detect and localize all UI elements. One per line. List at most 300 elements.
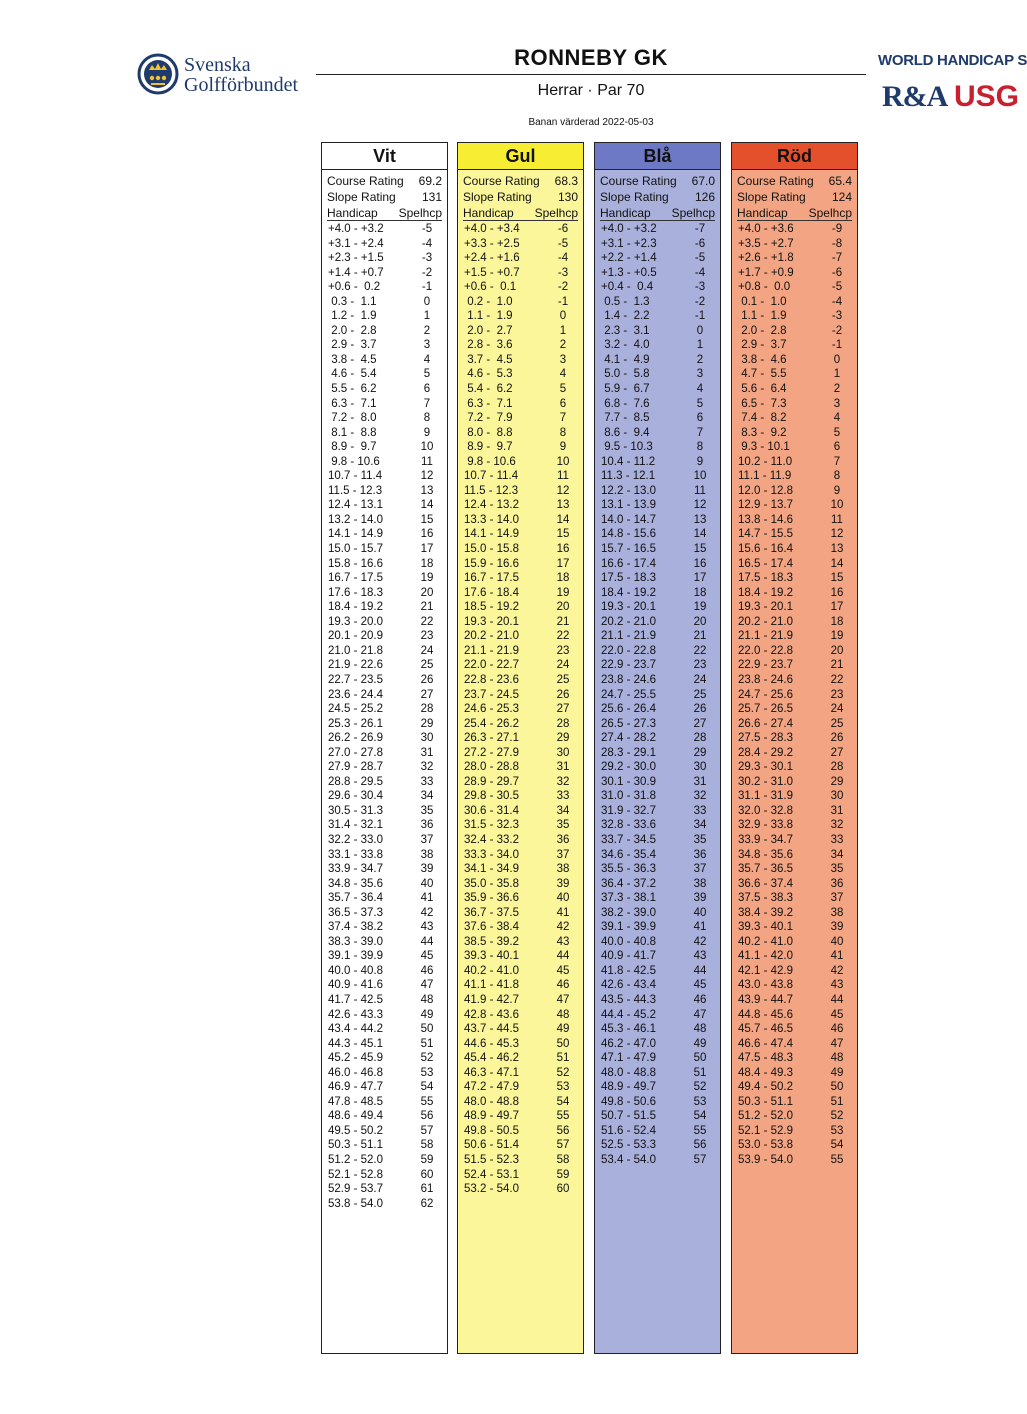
svenska-golfforbundet-logo [138, 53, 308, 103]
playing-handicap: 6 [423, 383, 431, 396]
handicap-range: 19.3 - 20.1 [464, 615, 519, 628]
table-row [458, 862, 583, 877]
handicap-range: +3.1 - +2.3 [601, 237, 657, 250]
table-row [595, 833, 720, 848]
playing-handicap: 46 [693, 993, 707, 1006]
handicap-range: 12.2 - 13.0 [601, 484, 656, 497]
table-row [322, 731, 447, 746]
playing-handicap: 23 [556, 644, 570, 657]
playing-handicap: 49 [693, 1037, 707, 1050]
handicap-range: 7.7 - 8.5 [601, 412, 650, 425]
handicap-range: 6.3 - 7.1 [328, 397, 377, 410]
handicap-range: 34.6 - 35.4 [601, 848, 656, 861]
playing-handicap: 29 [420, 717, 434, 730]
handicap-range: 40.0 - 40.8 [328, 964, 383, 977]
playing-handicap: 36 [420, 819, 434, 832]
playing-handicap: 18 [693, 586, 707, 599]
table-row [595, 935, 720, 950]
playing-handicap: 34 [556, 804, 570, 817]
table-row [322, 993, 447, 1008]
handicap-range: 21.1 - 21.9 [601, 630, 656, 643]
slope-rating-label: Slope Rating [600, 190, 669, 204]
table-row [595, 557, 720, 572]
handicap-range: 38.3 - 39.0 [328, 935, 383, 948]
playing-handicap: 14 [556, 513, 570, 526]
table-row [595, 1138, 720, 1153]
playing-handicap: 16 [830, 586, 844, 599]
playing-handicap: 18 [420, 557, 434, 570]
playing-handicap: 18 [556, 572, 570, 585]
table-row [322, 935, 447, 950]
playing-handicap: 43 [556, 935, 570, 948]
table-row [458, 978, 583, 993]
handicap-range: 37.6 - 38.4 [464, 921, 519, 934]
playing-handicap: 40 [556, 892, 570, 905]
handicap-range: 37.4 - 38.2 [328, 921, 383, 934]
table-row [595, 309, 720, 324]
handicap-range: 2.3 - 3.1 [601, 324, 650, 337]
course-rating-label: Course Rating [600, 174, 677, 188]
playing-handicap: 56 [420, 1110, 434, 1123]
handicap-range: 15.0 - 15.7 [328, 543, 383, 556]
sgf-line2: Golfförbundet [184, 74, 299, 96]
handicap-header: Handicap [463, 206, 514, 220]
table-row [732, 949, 857, 964]
handicap-range: 20.2 - 21.0 [601, 615, 656, 628]
handicap-range: 23.8 - 24.6 [601, 673, 656, 686]
handicap-range: 14.1 - 14.9 [464, 528, 519, 541]
handicap-range: 24.5 - 25.2 [328, 703, 383, 716]
playing-handicap: 27 [830, 746, 844, 759]
handicap-range: 43.7 - 44.5 [464, 1023, 519, 1036]
playing-handicap: 24 [556, 659, 570, 672]
table-row [732, 1124, 857, 1139]
playing-handicap: 47 [556, 993, 570, 1006]
handicap-range: 8.3 - 9.2 [738, 426, 787, 439]
table-row [595, 280, 720, 295]
table-row [732, 760, 857, 775]
playing-handicap: 1 [696, 339, 704, 352]
table-row [732, 338, 857, 353]
playing-handicap: 39 [556, 877, 570, 890]
table-row [732, 382, 857, 397]
table-row [732, 964, 857, 979]
ra-logo: R&A [882, 80, 948, 113]
table-row [595, 1022, 720, 1037]
table-row [732, 484, 857, 499]
table-row [458, 1008, 583, 1023]
table-row [732, 862, 857, 877]
table-row [322, 978, 447, 993]
handicap-range: 17.6 - 18.4 [464, 586, 519, 599]
handicap-range: 5.9 - 6.7 [601, 383, 650, 396]
table-row [322, 804, 447, 819]
table-row [458, 906, 583, 921]
playing-handicap: 6 [696, 412, 704, 425]
table-row [458, 455, 583, 470]
handicap-range: 34.8 - 35.6 [328, 877, 383, 890]
handicap-range: 22.0 - 22.7 [464, 659, 519, 672]
table-row [732, 1037, 857, 1052]
rated-date: Banan värderad 2022-05-03 [528, 117, 654, 128]
table-row [322, 629, 447, 644]
table-row [732, 440, 857, 455]
handicap-range: 26.6 - 27.4 [738, 717, 793, 730]
playing-handicap: 48 [830, 1052, 844, 1065]
handicap-range: 11.5 - 12.3 [328, 484, 383, 497]
handicap-range: 36.4 - 37.2 [601, 877, 656, 890]
table-row [732, 353, 857, 368]
whs-logo [878, 52, 1027, 122]
handicap-range: 43.0 - 43.8 [738, 979, 793, 992]
handicap-range: 22.7 - 23.5 [328, 673, 383, 686]
handicap-range: 46.3 - 47.1 [464, 1066, 519, 1079]
table-row [322, 1197, 447, 1212]
table-row [458, 848, 583, 863]
table-row [595, 746, 720, 761]
handicap-range: 19.3 - 20.0 [328, 615, 383, 628]
playing-handicap: 40 [693, 906, 707, 919]
handicap-range: 1.2 - 1.9 [328, 310, 377, 323]
table-row [595, 469, 720, 484]
playing-handicap: -3 [831, 310, 843, 323]
playing-handicap: 50 [830, 1081, 844, 1094]
slope-rating-value: 131 [421, 190, 442, 204]
table-row [322, 1066, 447, 1081]
playing-handicap: 60 [420, 1168, 434, 1181]
table-row [458, 1153, 583, 1168]
handicap-range: 14.8 - 15.6 [601, 528, 656, 541]
playing-handicap: 46 [556, 979, 570, 992]
tee-name: Röd [732, 143, 857, 170]
handicap-range: +4.0 - +3.6 [738, 223, 794, 235]
table-row [458, 600, 583, 615]
playing-handicap: 2 [833, 383, 841, 396]
handicap-range: +3.1 - +2.4 [328, 237, 384, 250]
handicap-range: 7.4 - 8.2 [738, 412, 787, 425]
handicap-range: 0.1 - 1.0 [738, 295, 787, 308]
handicap-range: +2.2 - +1.4 [601, 252, 657, 265]
handicap-range: +1.5 - +0.7 [464, 266, 520, 279]
table-row [458, 237, 583, 252]
playing-handicap: 48 [556, 1008, 570, 1021]
handicap-range: 20.2 - 21.0 [738, 615, 793, 628]
handicap-range: 36.6 - 37.4 [738, 877, 793, 890]
table-row [458, 717, 583, 732]
handicap-range: 17.5 - 18.3 [738, 572, 793, 585]
playing-handicap: 8 [559, 426, 567, 439]
playing-handicap: 28 [830, 761, 844, 774]
handicap-range: +1.4 - +0.7 [328, 266, 384, 279]
playing-handicap: 21 [830, 659, 844, 672]
table-row [732, 367, 857, 382]
table-row [595, 731, 720, 746]
table-row [458, 1124, 583, 1139]
table-row [322, 789, 447, 804]
handicap-range: 41.7 - 42.5 [328, 993, 383, 1006]
table-row [732, 280, 857, 295]
handicap-range: 8.9 - 9.7 [328, 441, 377, 454]
handicap-range: 31.4 - 32.1 [328, 819, 383, 832]
handicap-range: 38.4 - 39.2 [738, 906, 793, 919]
playing-handicap: 23 [830, 688, 844, 701]
table-row [322, 891, 447, 906]
handicap-range: 15.9 - 16.6 [464, 557, 519, 570]
playing-handicap: 21 [556, 615, 570, 628]
table-row [732, 309, 857, 324]
table-row [732, 891, 857, 906]
handicap-range: 48.9 - 49.7 [464, 1110, 519, 1123]
table-row [595, 484, 720, 499]
handicap-range: 0.5 - 1.3 [601, 295, 650, 308]
table-row [595, 949, 720, 964]
playing-handicap: 55 [830, 1154, 844, 1166]
playing-handicap: 19 [420, 572, 434, 585]
handicap-range: 51.6 - 52.4 [601, 1124, 656, 1137]
handicap-range: 27.0 - 27.8 [328, 746, 383, 759]
playing-handicap: 26 [556, 688, 570, 701]
playing-handicap: 24 [693, 673, 707, 686]
playing-handicap: 5 [833, 426, 841, 439]
handicap-header: Handicap [600, 206, 651, 220]
playing-handicap: 57 [556, 1139, 570, 1152]
tee-column-gul [457, 142, 584, 1354]
playing-handicap: 59 [556, 1168, 570, 1181]
playing-handicap: -3 [557, 266, 569, 279]
playing-handicap: 39 [693, 892, 707, 905]
playing-handicap: 32 [556, 775, 570, 788]
table-row [458, 1037, 583, 1052]
handicap-range: 51.5 - 52.3 [464, 1154, 519, 1166]
handicap-range: 42.8 - 43.6 [464, 1008, 519, 1021]
handicap-range: 27.9 - 28.7 [328, 761, 383, 774]
table-row [458, 964, 583, 979]
handicap-range: 53.9 - 54.0 [738, 1154, 793, 1166]
playing-handicap: 52 [830, 1110, 844, 1123]
table-row [322, 527, 447, 542]
handicap-range: +0.8 - 0.0 [738, 281, 791, 294]
table-row [595, 266, 720, 281]
table-row [732, 978, 857, 993]
table-row [322, 818, 447, 833]
playing-handicap: 53 [420, 1066, 434, 1079]
table-row [458, 469, 583, 484]
playing-handicap: 37 [420, 833, 434, 846]
handicap-range: 22.8 - 23.6 [464, 673, 519, 686]
table-row [732, 469, 857, 484]
handicap-range: 31.0 - 31.8 [601, 790, 656, 803]
playing-handicap: 20 [556, 601, 570, 614]
handicap-range: 25.3 - 26.1 [328, 717, 383, 730]
playing-handicap: 11 [557, 470, 569, 483]
table-row [732, 688, 857, 703]
table-row [458, 891, 583, 906]
playing-handicap: 38 [693, 877, 707, 890]
playing-handicap: 4 [696, 383, 704, 396]
playing-handicap: 14 [693, 528, 707, 541]
playing-handicap: 52 [556, 1066, 570, 1079]
playing-handicap: 28 [420, 703, 434, 716]
table-row [322, 382, 447, 397]
table-row [595, 848, 720, 863]
playing-handicap: 24 [830, 703, 844, 716]
table-row [732, 731, 857, 746]
handicap-range: 27.4 - 28.2 [601, 732, 656, 745]
playing-handicap: 33 [420, 775, 434, 788]
spelhcp-header: Spelhcp [808, 206, 852, 220]
handicap-range: 41.1 - 41.8 [464, 979, 519, 992]
handicap-range: 48.0 - 48.8 [601, 1066, 656, 1079]
handicap-range: 31.5 - 32.3 [464, 819, 519, 832]
playing-handicap: 43 [693, 950, 707, 963]
playing-handicap: 16 [693, 557, 707, 570]
handicap-range: 24.7 - 25.5 [601, 688, 656, 701]
table-row [458, 746, 583, 761]
handicap-range: +0.6 - 0.2 [328, 281, 381, 294]
handicap-range: 11.1 - 11.9 [738, 470, 792, 483]
table-row [322, 251, 447, 266]
table-row [458, 775, 583, 790]
handicap-range: 48.0 - 48.8 [464, 1095, 519, 1108]
playing-handicap: -4 [421, 237, 433, 250]
playing-handicap: 34 [420, 790, 434, 803]
playing-handicap: 45 [420, 950, 434, 963]
table-row [732, 251, 857, 266]
handicap-range: 22.9 - 23.7 [738, 659, 793, 672]
playing-handicap: 27 [420, 688, 434, 701]
handicap-range: 1.1 - 1.9 [464, 310, 513, 323]
playing-handicap: 22 [420, 615, 434, 628]
playing-handicap: 54 [556, 1095, 570, 1108]
table-row [322, 266, 447, 281]
table-row [322, 455, 447, 470]
table-row [595, 455, 720, 470]
playing-handicap: 54 [693, 1110, 707, 1123]
table-row [458, 295, 583, 310]
playing-handicap: -7 [694, 223, 706, 235]
playing-handicap: 36 [556, 833, 570, 846]
course-rating-value: 68.3 [554, 174, 578, 188]
table-row [595, 804, 720, 819]
playing-handicap: 41 [556, 906, 570, 919]
table-row [458, 338, 583, 353]
table-row [732, 600, 857, 615]
handicap-range: 23.6 - 24.4 [328, 688, 383, 701]
table-row [322, 848, 447, 863]
playing-handicap: 42 [830, 964, 844, 977]
playing-handicap: 4 [423, 353, 431, 366]
handicap-range: 41.9 - 42.7 [464, 993, 519, 1006]
handicap-range: 12.4 - 13.1 [328, 499, 383, 512]
table-row [458, 397, 583, 412]
handicap-range: 12.4 - 13.2 [464, 499, 519, 512]
table-row [595, 1051, 720, 1066]
handicap-range: 39.1 - 39.9 [601, 921, 656, 934]
playing-handicap: 55 [420, 1095, 434, 1108]
handicap-range: 18.4 - 19.2 [328, 601, 383, 614]
handicap-range: +0.6 - 0.1 [464, 281, 517, 294]
handicap-range: 9.8 - 10.6 [464, 455, 516, 468]
playing-handicap: 39 [420, 863, 434, 876]
handicap-range: 41.1 - 42.0 [738, 950, 793, 963]
playing-handicap: -2 [831, 324, 843, 337]
handicap-range: 12.9 - 13.7 [738, 499, 793, 512]
table-row [322, 295, 447, 310]
playing-handicap: 7 [833, 455, 841, 468]
playing-handicap: 30 [830, 790, 844, 803]
slope-rating-label: Slope Rating [737, 190, 806, 204]
playing-handicap: -6 [831, 266, 843, 279]
playing-handicap: 54 [420, 1081, 434, 1094]
table-row [322, 222, 447, 237]
playing-handicap: 32 [420, 761, 434, 774]
handicap-range: 27.2 - 27.9 [464, 746, 519, 759]
table-row [458, 644, 583, 659]
playing-handicap: -1 [421, 281, 433, 294]
playing-handicap: -2 [421, 266, 433, 279]
table-row [595, 644, 720, 659]
table-row [595, 353, 720, 368]
playing-handicap: -5 [421, 223, 433, 235]
playing-handicap: 39 [830, 921, 844, 934]
course-rating-value: 65.4 [828, 174, 852, 188]
table-row [732, 1095, 857, 1110]
table-row [458, 760, 583, 775]
handicap-range: 49.8 - 50.6 [601, 1095, 656, 1108]
playing-handicap: 40 [830, 935, 844, 948]
handicap-range: 43.4 - 44.2 [328, 1023, 383, 1036]
playing-handicap: -4 [831, 295, 843, 308]
handicap-range: 9.3 - 10.1 [738, 441, 790, 454]
table-row [458, 411, 583, 426]
subtitle: Herrar · Par 70 [537, 82, 645, 99]
playing-handicap: 41 [693, 921, 707, 934]
playing-handicap: 8 [833, 470, 841, 483]
table-row [595, 426, 720, 441]
playing-handicap: 7 [423, 397, 431, 410]
handicap-range: 27.5 - 28.3 [738, 732, 793, 745]
handicap-range: 46.2 - 47.0 [601, 1037, 656, 1050]
handicap-range: 6.3 - 7.1 [464, 397, 513, 410]
handicap-range: 30.5 - 31.3 [328, 804, 383, 817]
playing-handicap: -3 [421, 252, 433, 265]
playing-handicap: 42 [420, 906, 434, 919]
playing-handicap: 49 [420, 1008, 434, 1021]
handicap-range: 39.3 - 40.1 [738, 921, 793, 934]
handicap-range: 32.0 - 32.8 [738, 804, 793, 817]
course-rating-label: Course Rating [737, 174, 814, 188]
course-rating-label: Course Rating [463, 174, 540, 188]
playing-handicap: 23 [420, 630, 434, 643]
handicap-range: 50.3 - 51.1 [738, 1095, 793, 1108]
playing-handicap: 62 [420, 1197, 434, 1210]
table-row [322, 1008, 447, 1023]
handicap-range: 28.3 - 29.1 [601, 746, 656, 759]
table-row [732, 426, 857, 441]
playing-handicap: 6 [833, 441, 841, 454]
spelhcp-header: Spelhcp [534, 206, 578, 220]
table-row [458, 1138, 583, 1153]
playing-handicap: 43 [420, 921, 434, 934]
handicap-range: 19.3 - 20.1 [601, 601, 656, 614]
playing-handicap: 14 [830, 557, 844, 570]
table-row [458, 673, 583, 688]
table-row [595, 237, 720, 252]
table-row [595, 775, 720, 790]
table-row [322, 673, 447, 688]
table-row [322, 353, 447, 368]
playing-handicap: 3 [423, 339, 431, 352]
